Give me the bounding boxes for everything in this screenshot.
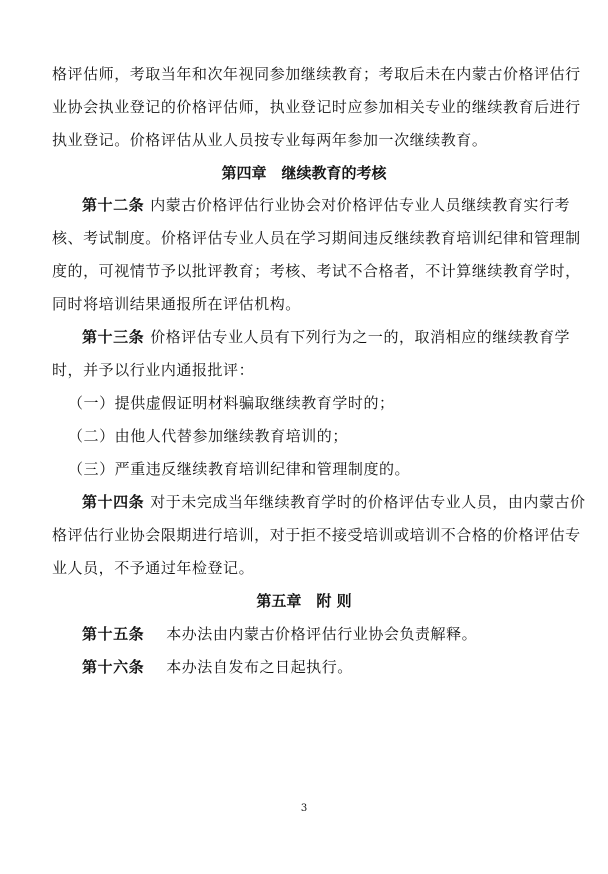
list-item: （一）提供虚假证明材料骗取继续教育学时的； [68, 394, 395, 412]
list-item: （三）严重违反继续教育培训纪律和管理制度的。 [68, 460, 411, 478]
chapter-5-heading: 第五章 附 则 [256, 592, 352, 610]
article-13-first-line [82, 327, 571, 347]
article-15-text: 本办法由内蒙古价格评估行业协会负责解释。 [166, 625, 478, 643]
body-line: 核、考试制度。价格评估专业人员在学习期间违反继续教育培训纪律和管理制 [52, 229, 581, 247]
body-line: 度的，可视情节予以批评教育；考核、考试不合格者，不计算继续教育学时， [52, 262, 581, 280]
body-line: 执业登记。价格评估从业人员按专业每两年参加一次继续教育。 [52, 131, 488, 149]
article-14-text: 对于未完成当年继续教育学时的价格评估专业人员，由内蒙古价 [150, 493, 586, 511]
article-14-label: 第十四条 [82, 493, 145, 511]
article-13-text: 价格评估专业人员有下列行为之一的，取消相应的继续教育学 [150, 328, 571, 346]
article-12-text: 内蒙古价格评估行业协会对价格评估专业人员继续教育实行考 [150, 196, 571, 214]
article-13-label: 第十三条 [82, 328, 145, 346]
chapter-4-heading: 第四章 继续教育的考核 [221, 164, 387, 182]
body-line: 业人员，不予通过年检登记。 [52, 559, 255, 577]
body-line: 时，并予以行业内通报批评： [52, 361, 255, 379]
article-12-first-line [82, 195, 571, 215]
article-16-text: 本办法自发布之日起执行。 [166, 658, 353, 676]
body-line: 格评估行业协会限期进行培训，对于拒不接受培训或培训不合格的价格评估专 [52, 526, 581, 544]
article-12-label: 第十二条 [82, 196, 145, 214]
page-number: 3 [300, 803, 308, 814]
body-line: 格评估师，考取当年和次年视同参加继续教育；考取后未在内蒙古价格评估行 [52, 65, 581, 83]
body-line: 同时将培训结果通报所在评估机构。 [52, 295, 301, 313]
article-16-label: 第十六条 [82, 658, 145, 676]
list-item: （二）由他人代替参加继续教育培训的； [68, 427, 348, 445]
article-15-label: 第十五条 [82, 625, 145, 643]
article-14-first-line [82, 492, 586, 512]
article-16-line [82, 657, 560, 677]
body-line: 业协会执业登记的价格评估师，执业登记时应参加相关专业的继续教育后进行 [52, 98, 581, 116]
article-15-line [82, 624, 560, 644]
